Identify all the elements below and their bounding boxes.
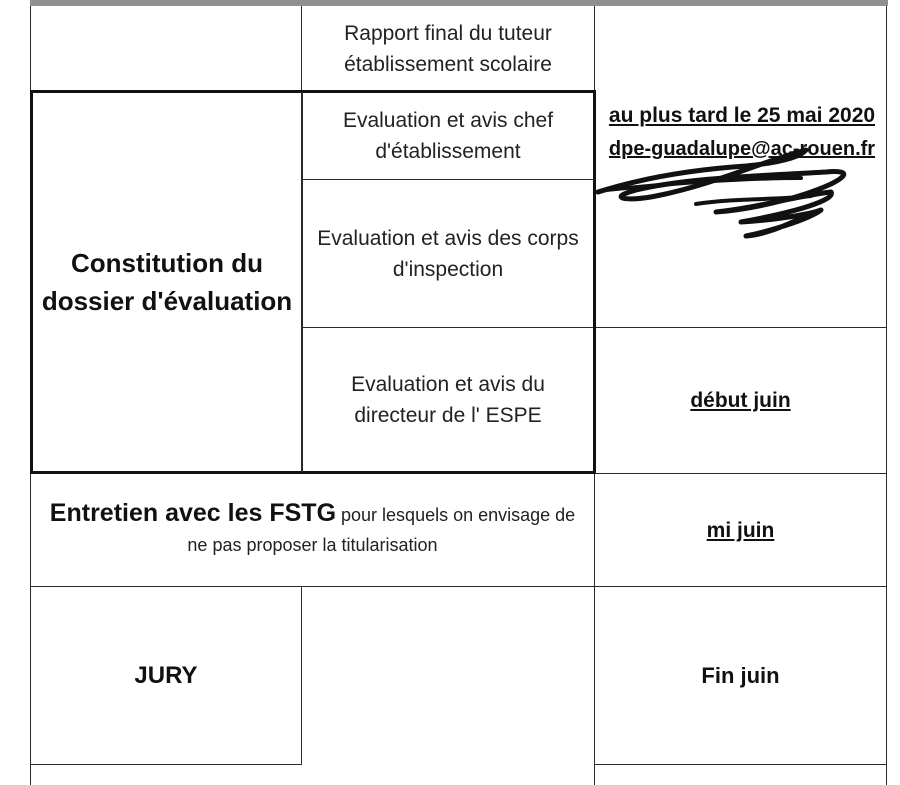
activity-directeur-espe: Evaluation et avis du directeur de l' ESPE	[351, 372, 545, 427]
deadline-mi-juin: mi juin	[706, 518, 775, 542]
jury-label: JURY	[134, 661, 198, 689]
grid-line	[594, 6, 595, 92]
activity-corps-inspection: Evaluation et avis des corps d'inspection	[317, 226, 579, 281]
table-header-bar	[30, 0, 888, 6]
grid-line	[30, 764, 302, 765]
grid-line	[301, 586, 302, 765]
redacted-email: dpe-guadalupe@ac-rouen.fr	[608, 138, 876, 160]
section-title-dossier: Constitution du dossier d'évaluation	[41, 248, 293, 316]
interview-bold-text: Entretien avec les FSTG	[49, 499, 337, 527]
deadline-date: au plus tard le 25 mai 2020	[608, 104, 876, 127]
interview-rest-text: pour lesquels on envisage de ne pas proposer la titularisation	[187, 505, 576, 555]
interview-text	[39, 499, 586, 561]
deadline-fin-juin: Fin juin	[701, 662, 780, 688]
deadline-debut-juin: début juin	[690, 389, 791, 412]
interview-cell	[31, 474, 594, 586]
deadline-cell-25-mai	[596, 100, 888, 250]
activity-chef-etablissement: Evaluation et avis chef d'établissement	[342, 109, 554, 163]
activity-rapport-final: Rapport final du tuteur établissement scolaire	[344, 22, 552, 76]
grid-line	[594, 764, 887, 765]
